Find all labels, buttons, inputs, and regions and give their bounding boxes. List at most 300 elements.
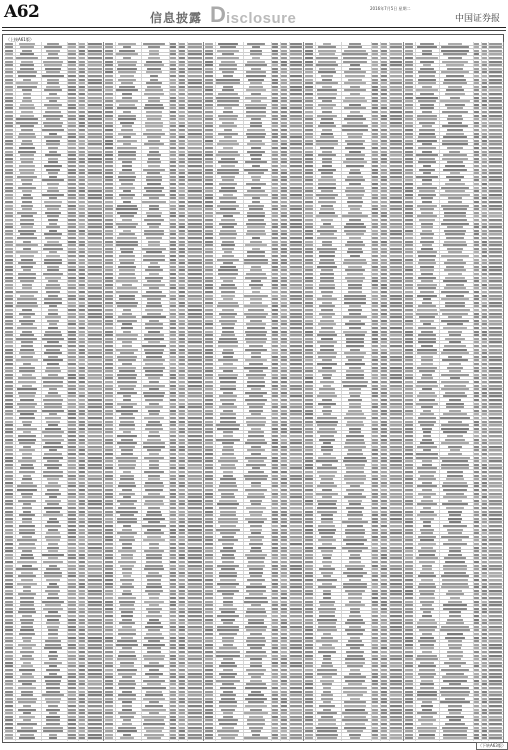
table-cell [144, 471, 163, 473]
table-cell [179, 514, 185, 516]
table-cell [322, 161, 333, 163]
table-cell [105, 507, 113, 509]
table-cell [150, 79, 159, 81]
table-cell [18, 392, 35, 394]
table-cell [390, 248, 402, 250]
table-cell [216, 97, 239, 99]
table-cell [205, 597, 213, 599]
table-cell [272, 568, 278, 570]
table-cell [272, 161, 278, 163]
table-cell [221, 291, 234, 293]
table-cell [46, 669, 61, 671]
table-cell [272, 619, 278, 621]
table-cell [272, 514, 278, 516]
table-cell [344, 478, 365, 480]
table-cell [117, 521, 137, 523]
table-cell [290, 615, 302, 617]
table-cell [290, 590, 302, 592]
table-cell [281, 629, 287, 631]
table-cell [170, 287, 176, 289]
table-cell [248, 536, 263, 538]
table-cell [290, 471, 302, 473]
table-cell [290, 68, 302, 70]
table-cell [345, 269, 365, 271]
table-cell [305, 86, 313, 88]
table-cell [42, 694, 64, 696]
table-cell [49, 673, 58, 675]
table-cell [224, 251, 233, 253]
table-cell [147, 154, 161, 156]
table-cell [21, 691, 34, 693]
table-cell [179, 197, 185, 199]
table-column [304, 42, 404, 741]
table-cell [372, 287, 378, 289]
table-cell [79, 629, 85, 631]
table-cell [188, 471, 202, 473]
table-cell [381, 205, 387, 207]
table-cell [105, 273, 113, 275]
table-cell [188, 615, 202, 617]
table-cell [372, 464, 378, 466]
table-cell [372, 172, 378, 174]
table-cell [170, 237, 176, 239]
table-cell [179, 608, 185, 610]
table-cell [290, 629, 302, 631]
table-cell [79, 194, 85, 196]
table-cell [188, 698, 202, 700]
table-cell [218, 273, 238, 275]
table-cell [179, 489, 185, 491]
table-cell [68, 248, 76, 250]
table-cell [317, 334, 337, 336]
table-cell [5, 532, 13, 534]
table-cell [68, 151, 76, 153]
table-cell [244, 295, 267, 297]
table-cell [305, 259, 313, 261]
table-cell [5, 223, 13, 225]
table-cell [305, 370, 313, 372]
table-cell [390, 446, 402, 448]
table-cell [381, 64, 387, 66]
table-cell [68, 626, 76, 628]
table-cell [105, 226, 113, 228]
table-cell [346, 424, 365, 426]
table-cell [88, 633, 102, 635]
table-cell [44, 676, 62, 678]
table-cell [281, 194, 287, 196]
table-cell [246, 640, 265, 642]
table-cell [290, 640, 302, 642]
table-cell [290, 683, 302, 685]
table-cell [179, 68, 185, 70]
table-cell [170, 136, 176, 138]
table-cell [121, 327, 133, 329]
table-cell [244, 262, 268, 264]
table-cell [148, 46, 159, 48]
table-cell [381, 100, 387, 102]
table-cell [272, 719, 278, 721]
table-cell [118, 655, 136, 657]
table-cell [221, 219, 235, 221]
table-cell [170, 629, 176, 631]
table-cell [248, 205, 263, 207]
table-cell [170, 179, 176, 181]
table-cell [68, 345, 76, 347]
table-cell [272, 367, 278, 369]
table-cell [79, 500, 85, 502]
table-cell [118, 43, 137, 45]
table-cell [381, 169, 387, 171]
table-cell [247, 136, 264, 138]
table-cell [46, 291, 61, 293]
table-cell [281, 277, 287, 279]
table-cell [142, 525, 166, 527]
table-cell [79, 266, 85, 268]
table-cell [23, 241, 32, 243]
table-cell [305, 158, 313, 160]
table-cell [247, 557, 266, 559]
table-cell [88, 644, 102, 646]
table-cell [44, 104, 63, 106]
table-cell [79, 467, 85, 469]
table-cell [290, 727, 302, 729]
table-cell [305, 187, 313, 189]
table-cell [179, 518, 185, 520]
table-cell [188, 478, 202, 480]
table-cell [44, 201, 62, 203]
table-cell [17, 403, 36, 405]
table-cell [105, 223, 113, 225]
table-cell [272, 673, 278, 675]
table-cell [281, 475, 287, 477]
table-cell [390, 367, 402, 369]
table-cell [88, 471, 102, 473]
table-cell [105, 532, 113, 534]
table-cell [18, 644, 36, 646]
table-cell [372, 93, 378, 95]
table-cell [79, 644, 85, 646]
table-cell [205, 615, 213, 617]
table-cell [149, 464, 160, 466]
table-cell [218, 734, 239, 736]
table-cell [281, 428, 287, 430]
table-cell [117, 730, 137, 732]
table-cell [105, 93, 113, 95]
table-cell [322, 359, 332, 361]
table-cell [188, 71, 202, 73]
table-cell [205, 701, 213, 703]
table-cell [305, 64, 313, 66]
table-cell [88, 230, 102, 232]
table-cell [345, 442, 366, 444]
table-cell [105, 683, 113, 685]
table-cell [272, 442, 278, 444]
table-cell [22, 647, 31, 649]
table-cell [390, 442, 402, 444]
table-cell [188, 583, 202, 585]
table-cell [68, 608, 76, 610]
table-cell [381, 439, 387, 441]
table-cell [145, 626, 163, 628]
table-cell [319, 53, 335, 55]
table-cell [348, 449, 363, 451]
table-cell [222, 640, 235, 642]
table-cell [179, 485, 185, 487]
table-cell [142, 687, 166, 689]
table-cell [120, 248, 133, 250]
table-cell [179, 241, 185, 243]
table-cell [120, 503, 134, 505]
table-cell [79, 201, 85, 203]
table-cell [290, 626, 302, 628]
table-cell [372, 305, 378, 307]
table-cell [5, 691, 13, 693]
table-cell [188, 75, 202, 77]
table-cell [281, 457, 287, 459]
table-cell [117, 68, 137, 70]
table-cell [272, 165, 278, 167]
table-cell [147, 439, 161, 441]
table-cell [49, 712, 57, 714]
table-cell [218, 115, 237, 117]
table-cell [170, 683, 176, 685]
table-cell [319, 287, 336, 289]
table-cell [5, 374, 13, 376]
table-cell [18, 460, 36, 462]
table-cell [148, 640, 160, 642]
table-cell [205, 547, 213, 549]
table-cell [68, 601, 76, 603]
table-cell [44, 507, 63, 509]
table-cell [179, 406, 185, 408]
table-cell [272, 716, 278, 718]
table-cell [205, 381, 213, 383]
table-cell [281, 147, 287, 149]
table-cell [170, 644, 176, 646]
table-cell [170, 561, 176, 563]
table-cell [88, 478, 102, 480]
table-cell [372, 201, 378, 203]
table-cell [146, 561, 161, 563]
table-cell [372, 169, 378, 171]
table-cell [179, 723, 185, 725]
table-cell [281, 201, 287, 203]
table-cell [372, 255, 378, 257]
table-cell [79, 381, 85, 383]
table-cell [68, 143, 76, 145]
table-cell [188, 719, 202, 721]
table-cell [68, 511, 76, 513]
table-cell [272, 665, 278, 667]
table-cell [290, 287, 302, 289]
table-cell [79, 727, 85, 729]
table-cell [79, 223, 85, 225]
table-cell [88, 604, 102, 606]
table-cell [248, 622, 263, 624]
table-cell [79, 622, 85, 624]
table-cell [322, 86, 332, 88]
table-cell [343, 100, 368, 102]
table-cell [123, 143, 131, 145]
table-cell [205, 475, 213, 477]
table-cell [344, 496, 367, 498]
table-cell [281, 644, 287, 646]
table-cell [217, 305, 239, 307]
table-cell [43, 730, 62, 732]
table-cell [5, 615, 13, 617]
table-cell [88, 626, 102, 628]
table-cell [170, 529, 176, 531]
table-cell [149, 547, 159, 549]
table-cell [48, 543, 59, 545]
table-cell [105, 705, 113, 707]
table-cell [88, 349, 102, 351]
table-cell [122, 568, 133, 570]
table-cell [179, 503, 185, 505]
table-cell [20, 280, 34, 282]
table-cell [5, 215, 13, 217]
table-cell [79, 129, 85, 131]
table-cell [281, 161, 287, 163]
table-cell [68, 194, 76, 196]
table-cell [105, 673, 113, 675]
table-cell [245, 554, 266, 556]
table-cell [305, 237, 313, 239]
table-cell [390, 197, 402, 199]
table-cell [5, 709, 13, 711]
table-cell [272, 532, 278, 534]
table-cell [205, 478, 213, 480]
table-cell [88, 205, 102, 207]
table-cell [317, 248, 337, 250]
table-cell [205, 75, 213, 77]
table-cell [381, 43, 387, 45]
table-cell [222, 536, 235, 538]
table-cell [170, 291, 176, 293]
table-cell [281, 561, 287, 563]
table-cell [319, 251, 336, 253]
table-cell [5, 403, 13, 405]
table-cell [251, 187, 260, 189]
table-cell [148, 244, 160, 246]
table-cell [345, 363, 364, 365]
table-cell [122, 691, 133, 693]
table-cell [105, 428, 113, 430]
table-cell [5, 395, 13, 397]
table-cell [68, 550, 76, 552]
table-cell [372, 316, 378, 318]
table-cell [179, 395, 185, 397]
table-cell [290, 529, 302, 531]
table-cell [272, 194, 278, 196]
table-cell [170, 467, 176, 469]
table-cell [79, 377, 85, 379]
table-cell [305, 464, 313, 466]
table-cell [119, 424, 135, 426]
table-cell [347, 251, 362, 253]
table-cell [117, 392, 136, 394]
table-cell [350, 255, 361, 257]
table-cell [272, 626, 278, 628]
table-cell [372, 205, 378, 207]
table-cell [205, 61, 213, 63]
table-cell [68, 554, 76, 556]
table-cell [119, 298, 135, 300]
table-cell [149, 388, 159, 390]
table-cell [349, 237, 360, 239]
table-cell [290, 197, 302, 199]
table-cell [281, 410, 287, 412]
table-cell [88, 514, 102, 516]
table-cell [305, 61, 313, 63]
table-cell [381, 223, 387, 225]
table-cell [218, 269, 238, 271]
table-row [204, 737, 304, 741]
table-cell [305, 230, 313, 232]
table-cell [281, 647, 287, 649]
table-cell [5, 305, 13, 307]
table-cell [105, 496, 113, 498]
table-cell [281, 233, 287, 235]
table-cell [205, 403, 213, 405]
table-cell [348, 248, 363, 250]
table-cell [68, 244, 76, 246]
table-cell [216, 680, 240, 682]
table-cell [179, 529, 185, 531]
table-cell [88, 287, 102, 289]
table-cell [68, 676, 76, 678]
table-cell [121, 129, 133, 131]
table-cell [146, 586, 162, 588]
table-cell [319, 262, 336, 264]
table-cell [179, 403, 185, 405]
table-cell [222, 241, 235, 243]
table-cell [244, 712, 267, 714]
table-cell [305, 255, 313, 257]
table-cell [205, 662, 213, 664]
table-cell [249, 410, 263, 412]
table-cell [320, 147, 334, 149]
table-cell [122, 161, 131, 163]
table-cell [22, 50, 32, 52]
table-cell [205, 64, 213, 66]
table-cell [281, 241, 287, 243]
table-cell [79, 259, 85, 261]
table-cell [205, 673, 213, 675]
table-cell [88, 493, 102, 495]
table-cell [147, 302, 161, 304]
table-cell [68, 374, 76, 376]
table-cell [170, 701, 176, 703]
table-cell [179, 446, 185, 448]
table-cell [118, 561, 137, 563]
table-cell [88, 125, 102, 127]
table-cell [390, 338, 402, 340]
table-cell [322, 295, 332, 297]
table-cell [5, 273, 13, 275]
table-cell [381, 381, 387, 383]
table-cell [216, 154, 240, 156]
table-cell [48, 655, 58, 657]
table-cell [147, 223, 161, 225]
table-cell [43, 457, 63, 459]
table-cell [170, 417, 176, 419]
table-cell [179, 111, 185, 113]
table-cell [16, 244, 37, 246]
table-cell [5, 136, 13, 138]
table-cell [348, 212, 362, 214]
table-cell [205, 737, 213, 739]
